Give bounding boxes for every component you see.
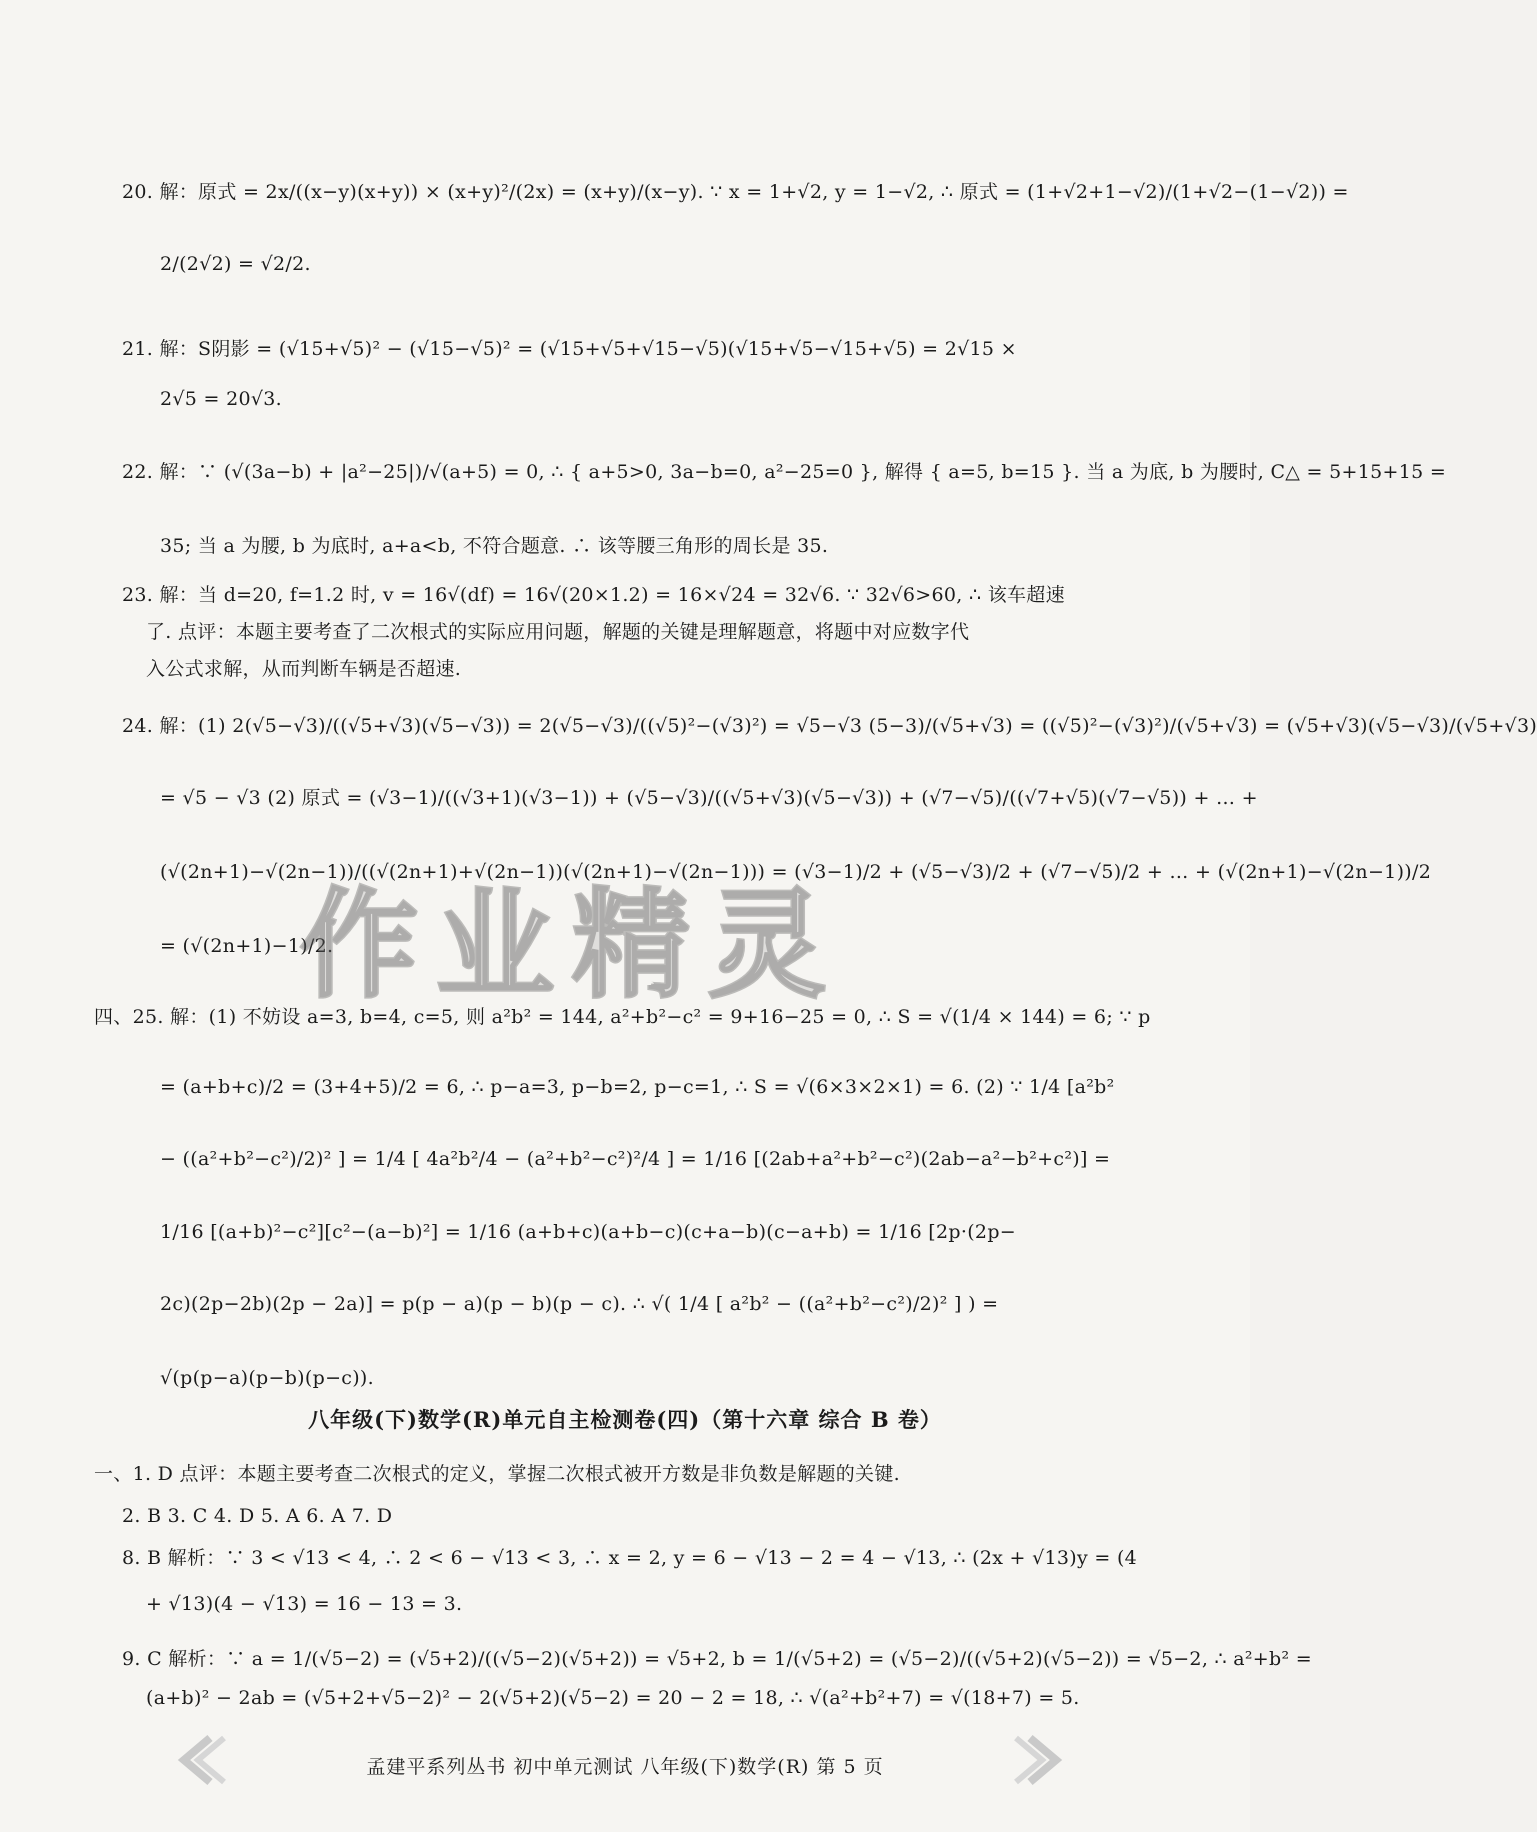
answer-s9-line2: (a+b)² − 2ab = (√5+2+√5−2)² − 2(√5+2)(√5−2) = 20 − 2 = 18, ∴ √(a²+b²+7) = √(18+7) = 5. <box>146 1687 1080 1709</box>
answer-q25-line6: √(p(p−a)(p−b)(p−c)). <box>160 1367 374 1389</box>
answer-q24-line1: 24. 解：(1) 2(√5−√3)/((√5+√3)(√5−√3)) = 2(√5−√3)/((√5)²−(√3)²) = √5−√3 (5−3)/(√5+√3) = ((√5)²−(√3)²)/(√5+√3) = (√5+√3)(√5−√3)/(√5+√3) <box>122 715 1537 737</box>
answer-s9-line1: 9. C 解析：∵ a = 1/(√5−2) = (√5+2)/((√5−2)(√5+2)) = √5+2, b = 1/(√5+2) = (√5−2)/((√5+2)(√5−2)) = √5−2, ∴ a²+b² = <box>122 1648 1312 1670</box>
answer-q20-line1: 20. 解：原式 = 2x/((x−y)(x+y)) × (x+y)²/(2x) = (x+y)/(x−y). ∵ x = 1+√2, y = 1−√2, ∴ 原式 = (1+√2+1−√2)/(1+√2−(1−√2)) = <box>122 181 1349 203</box>
answer-q21-line2: 2√5 = 20√3. <box>160 388 282 410</box>
answer-q25-line3: − ((a²+b²−c²)/2)² ] = 1/4 [ 4a²b²/4 − (a²+b²−c²)²/4 ] = 1/16 [(2ab+a²+b²−c²)(2ab−a²−b²+c²)] = <box>160 1148 1111 1170</box>
answer-q23-line1: 23. 解：当 d=20, f=1.2 时, v = 16√(df) = 16√(20×1.2) = 16×√24 = 32√6. ∵ 32√6>60, ∴ 该车超速 <box>122 584 1065 606</box>
answer-q22-line2: 35; 当 a 为腰, b 为底时, a+a<b, 不符合题意. ∴ 该等腰三角形的周长是 35. <box>160 535 829 557</box>
answer-q24-line2: = √5 − √3 (2) 原式 = (√3−1)/((√3+1)(√3−1)) + (√5−√3)/((√5+√3)(√5−√3)) + (√7−√5)/((√7+√5)(√7−√5)) + … + <box>160 787 1258 809</box>
answer-q24-line4: = (√(2n+1)−1)/2. <box>160 935 334 957</box>
answer-q23-line2: 了. 点评：本题主要考查了二次根式的实际应用问题，解题的关键是理解题意，将题中对应数字代 <box>146 621 970 643</box>
answer-q25-line1: 四、25. 解：(1) 不妨设 a=3, b=4, c=5, 则 a²b² = 144, a²+b²−c² = 9+16−25 = 0, ∴ S = √(1/4 × 144) = 6; ∵ p <box>94 1006 1151 1028</box>
answer-q23-line3: 入公式求解，从而判断车辆是否超速. <box>146 658 462 680</box>
answer-q22-line1: 22. 解：∵ (√(3a−b) + |a²−25|)/√(a+5) = 0, ∴ { a+5>0, 3a−b=0, a²−25=0 }, 解得 { a=5, b=15 }. 当 a 为底, b 为腰时, C△ = 5+15+15 = <box>122 461 1447 483</box>
answer-s2-7: 2. B 3. C 4. D 5. A 6. A 7. D <box>122 1505 393 1527</box>
answer-q24-line3: (√(2n+1)−√(2n−1))/((√(2n+1)+√(2n−1))(√(2n+1)−√(2n−1))) = (√3−1)/2 + (√5−√3)/2 + (√7−√5)/2 + … + (√(2n+1)−√(2n−1))/2 <box>160 861 1432 883</box>
answer-s1: 一、1. D 点评：本题主要考查二次根式的定义，掌握二次根式被开方数是非负数是解题的关键. <box>94 1463 900 1485</box>
answer-q21-line1: 21. 解：S阴影 = (√15+√5)² − (√15−√5)² = (√15+√5+√15−√5)(√15+√5−√15+√5) = 2√15 × <box>122 338 1017 360</box>
answer-q25-line5: 2c)(2p−2b)(2p − 2a)] = p(p − a)(p − b)(p − c). ∴ √( 1/4 [ a²b² − ((a²+b²−c²)/2)² ] ) = <box>160 1293 999 1315</box>
page-footer: 孟建平系列丛书 初中单元测试 八年级(下)数学(R) 第 5 页 <box>366 1756 884 1778</box>
watermark-logo: 作业精灵 <box>300 876 845 1014</box>
answer-s8-line1: 8. B 解析：∵ 3 < √13 < 4, ∴ 2 < 6 − √13 < 3, ∴ x = 2, y = 6 − √13 − 2 = 4 − √13, ∴ (2x + √13)y = (4 <box>122 1547 1138 1569</box>
answer-q20-line2: 2/(2√2) = √2/2. <box>160 253 311 275</box>
answer-q25-line4: 1/16 [(a+b)²−c²][c²−(a−b)²] = 1/16 (a+b+c)(a+b−c)(c+a−b)(c−a+b) = 1/16 [2p·(2p− <box>160 1221 1016 1243</box>
answer-s8-line2: + √13)(4 − √13) = 16 − 13 = 3. <box>146 1593 463 1615</box>
chevron-right-icon <box>1010 1730 1070 1794</box>
answer-q25-line2: = (a+b+c)/2 = (3+4+5)/2 = 6, ∴ p−a=3, p−b=2, p−c=1, ∴ S = √(6×3×2×1) = 6. (2) ∵ 1/4 [a²b² <box>160 1076 1115 1098</box>
section-title: 八年级(下)数学(R)单元自主检测卷(四)（第十六章 综合 B 卷） <box>308 1407 942 1432</box>
